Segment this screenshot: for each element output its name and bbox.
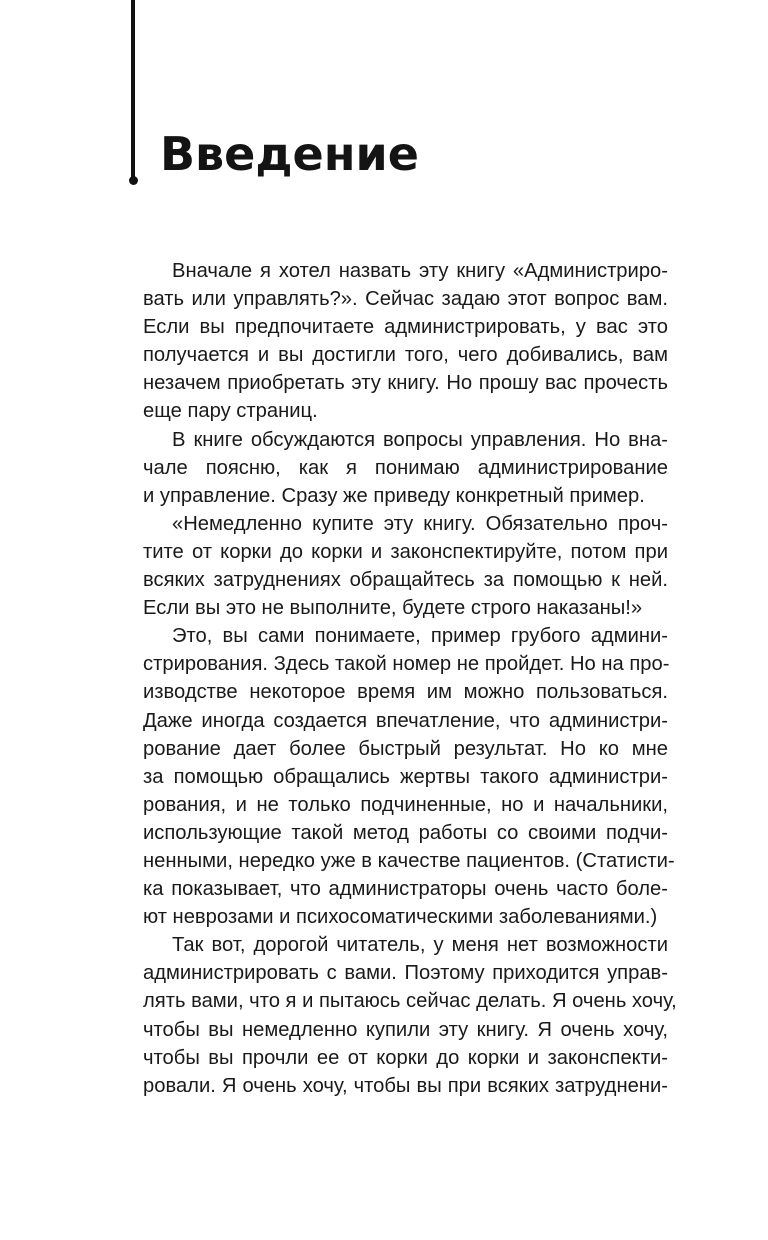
text-line: изводстве некоторое время им можно пользоваться. [143,681,668,704]
text-line: администрировать с вами. Поэтому приходится управ- [143,962,668,985]
text-line: ровали. Я очень хочу, чтобы вы при всяких затруднени- [143,1074,668,1097]
text-line: вать или управлять?». Сейчас задаю этот вопрос вам. [143,288,668,311]
body-text [143,257,677,1100]
text-line: ют неврозами и психосоматическими заболеваниями.) [143,906,658,929]
text-line: Так вот, дорогой читатель, у меня нет возможности [172,934,668,957]
chapter-vertical-rule [131,0,135,181]
text-line: получается и вы достигли того, чего добивались, вам [143,344,668,367]
text-line: и управление. Сразу же приведу конкретный пример. [143,484,645,507]
text-line: за помощью обращались жертвы такого администри- [143,765,668,788]
text-line: тите от корки до корки и законспектируйте, потом при [143,540,668,563]
text-line: чтобы вы немедленно купили эту книгу. Я очень хочу, [143,1018,668,1041]
chapter-rule-dot [129,176,138,185]
text-line: Если вы предпочитаете администрировать, у вас это [143,316,668,339]
text-line: использующие такой метод работы со своими подчи- [143,821,668,844]
text-line: Если вы это не выполните, будете строго наказаны!» [143,597,643,620]
text-line: Даже иногда создается впечатление, что администри- [143,709,668,732]
chapter-title: Введение [160,127,419,181]
text-line: чтобы вы прочли ее от корки до корки и законспекти- [143,1046,668,1069]
text-line: «Немедленно купите эту книгу. Обязательно проч- [172,512,668,535]
text-line: Вначале я хотел назвать эту книгу «Администриро- [172,260,668,282]
text-line: незачем приобретать эту книгу. Но прошу вас прочесть [143,372,668,395]
text-line: ка показывает, что администраторы очень часто боле- [143,878,668,901]
text-line: чале поясню, как я понимаю администрирование [143,456,668,479]
text-line: рование дает более быстрый результат. Но ко мне [143,737,668,760]
text-line: стрирования. Здесь такой номер не пройдет. Но на про- [143,653,670,676]
text-line: всяких затруднениях обращайтесь за помощью к ней. [143,569,668,592]
text-line: рования, и не только подчиненные, но и начальники, [143,793,668,816]
text-line: лять вами, что я и пытаюсь сейчас делать. Я очень хочу, [143,990,677,1013]
text-line: В книге обсуждаются вопросы управления. Но вна- [172,428,668,451]
text-line: Это, вы сами понимаете, пример грубого админи- [172,625,668,648]
text-line: ненными, нередко уже в качестве пациентов. (Статисти- [143,849,675,872]
text-line: еще пару страниц. [143,400,318,423]
